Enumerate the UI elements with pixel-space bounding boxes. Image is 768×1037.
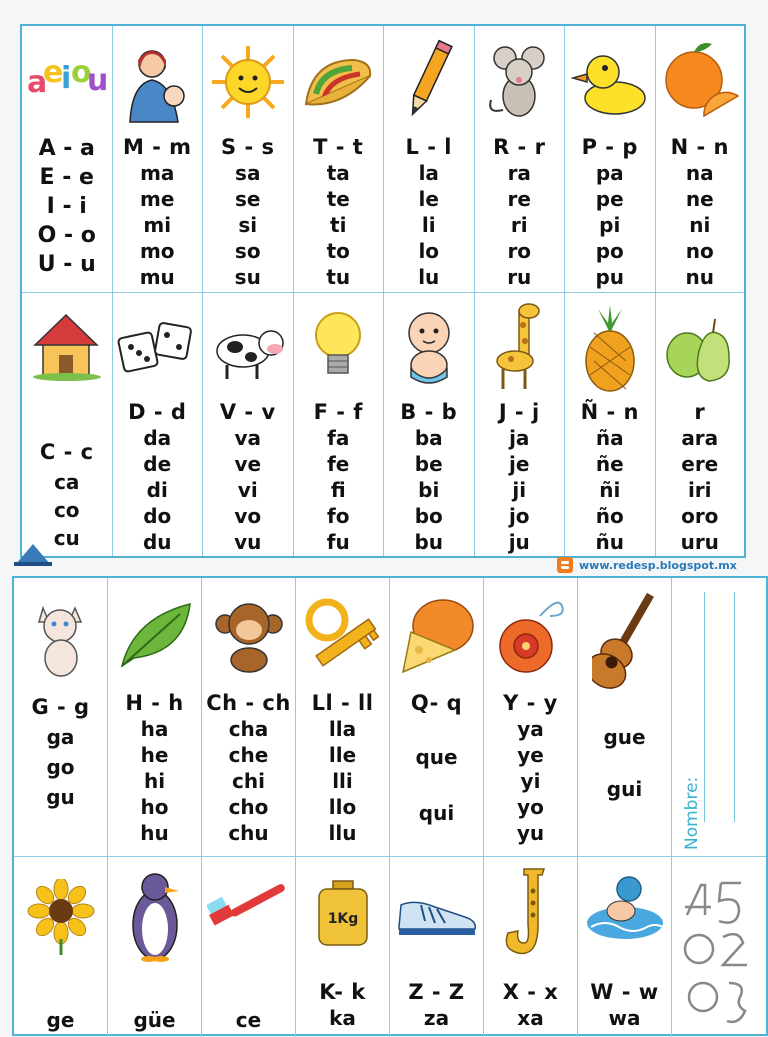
syllable: de <box>143 452 172 476</box>
syllable: yo <box>517 795 544 819</box>
letter-heading: C - c <box>39 440 94 464</box>
cat-icon <box>31 598 91 678</box>
syllabary-sheet-2 <box>12 576 768 1036</box>
syllable: le <box>418 187 439 211</box>
syllable-row-3 <box>14 578 766 856</box>
j-column <box>475 293 566 556</box>
syllable: ta <box>326 161 350 185</box>
letter-heading: Ch - ch <box>206 691 291 715</box>
blogger-icon <box>556 556 574 574</box>
syllable: su <box>234 265 261 289</box>
vowel-a: A - a <box>38 136 95 161</box>
letter-heading: R - r <box>493 135 546 159</box>
syllable: güe <box>133 1008 176 1032</box>
syllable: la <box>418 161 439 185</box>
s-column <box>203 26 294 292</box>
p-column <box>565 26 656 292</box>
letter-heading: S - s <box>221 135 275 159</box>
r-column-2 <box>656 293 745 556</box>
vowel-i: I - i <box>46 194 87 219</box>
letter-heading: V - v <box>219 400 276 424</box>
cow-icon <box>209 315 287 381</box>
syllable: du <box>142 530 172 554</box>
syllable: ro <box>507 239 532 263</box>
publisher-logo <box>12 540 54 568</box>
letter-heading: T - t <box>313 135 364 159</box>
syllable: lla <box>328 717 357 741</box>
syllable: re <box>507 187 531 211</box>
syllable: pu <box>595 265 625 289</box>
duck-icon <box>571 48 649 118</box>
syllable: ha <box>140 717 169 741</box>
syllable: ñu <box>595 530 624 554</box>
sunflower-icon <box>26 879 96 955</box>
syllable: xa <box>517 1006 544 1030</box>
vowels-icon <box>25 42 109 114</box>
syllable: be <box>414 452 443 476</box>
svg-text:o: o <box>70 55 92 90</box>
l-column <box>384 26 475 292</box>
syllable: fa <box>327 426 350 450</box>
ce-column <box>202 857 296 1037</box>
pencil-icon <box>404 36 454 122</box>
sun-icon <box>210 44 286 120</box>
syllable: bi <box>418 478 440 502</box>
syllable: pa <box>595 161 624 185</box>
syllable: ri <box>510 213 528 237</box>
weight-icon <box>313 879 373 949</box>
syllable: ge <box>46 1008 75 1032</box>
dice-icon <box>117 319 197 379</box>
syllable: ce <box>235 1008 262 1032</box>
letter-heading: D - d <box>128 400 187 424</box>
ll-column <box>296 578 390 856</box>
mouse-icon <box>483 44 555 120</box>
syllabary-sheet-1 <box>20 24 746 558</box>
letter-heading: L - l <box>405 135 452 159</box>
name-field[interactable] <box>682 678 706 850</box>
r-column <box>475 26 566 292</box>
syllable: hu <box>140 821 169 845</box>
syllable: ñi <box>599 478 621 502</box>
syllable: za <box>423 1006 450 1030</box>
syllable: lli <box>332 769 353 793</box>
syllable: fu <box>326 530 350 554</box>
name-label: Nombre: <box>682 776 702 850</box>
blog-url: www.redesp.blogspot.mx <box>579 558 737 572</box>
syllable: gu <box>46 785 75 809</box>
syllable: cho <box>228 795 269 819</box>
pineapple-icon <box>578 303 642 393</box>
letter-heading: r <box>694 400 706 424</box>
syllable: ji <box>512 478 527 502</box>
shoe-icon <box>395 891 479 937</box>
syllable: iri <box>687 478 712 502</box>
syllable: do <box>143 504 172 528</box>
blog-footer <box>556 556 746 574</box>
syllable: no <box>685 239 714 263</box>
z-column <box>390 857 484 1037</box>
x-column <box>484 857 578 1037</box>
syllable: gue <box>603 725 646 749</box>
syllable: llu <box>328 821 357 845</box>
name-column <box>672 578 766 856</box>
letter-heading: M - m <box>122 135 192 159</box>
syllable: di <box>146 478 168 502</box>
syllable: ere <box>681 452 719 476</box>
orange-icon <box>660 36 740 122</box>
monkey-icon <box>213 598 285 674</box>
cheese-icon <box>397 592 477 676</box>
syllable: lu <box>418 265 440 289</box>
syllable: he <box>140 743 169 767</box>
syllable: pe <box>595 187 624 211</box>
gue-column-2 <box>108 857 202 1037</box>
syllable: ti <box>330 213 347 237</box>
letter-heading: H - h <box>125 691 184 715</box>
svg-text:a: a <box>26 65 47 100</box>
syllable: fo <box>327 504 350 528</box>
letter-heading: J - j <box>498 400 540 424</box>
vowel-u: U - u <box>37 252 96 277</box>
syllable: ru <box>507 265 532 289</box>
syllable: gui <box>606 777 643 801</box>
syllable: to <box>326 239 350 263</box>
syllable: bo <box>414 504 443 528</box>
syllable: me <box>140 187 175 211</box>
swimmer-icon <box>585 871 665 947</box>
lightbulb-icon <box>308 309 368 383</box>
vowels-column <box>22 26 113 292</box>
v-column <box>203 293 294 556</box>
syllable: nu <box>685 265 714 289</box>
letter-heading: N - n <box>670 135 729 159</box>
q-column <box>390 578 484 856</box>
syllable: cu <box>53 526 80 550</box>
syllable: da <box>143 426 172 450</box>
key-icon <box>303 596 383 672</box>
syllable: sa <box>235 161 261 185</box>
syllable: pi <box>599 213 621 237</box>
syllable: co <box>53 498 80 522</box>
n-column <box>656 26 745 292</box>
syllable: mi <box>143 213 172 237</box>
d-column <box>113 293 204 556</box>
syllable: vi <box>237 478 258 502</box>
numbers-column <box>672 857 766 1037</box>
name-writing-line <box>704 592 705 822</box>
syllable: li <box>421 213 436 237</box>
gue-column <box>578 578 672 856</box>
syllable: lle <box>328 743 357 767</box>
syllable: qui <box>418 801 455 825</box>
giraffe-icon <box>489 301 549 391</box>
syllable: mu <box>139 265 175 289</box>
syllable: ño <box>595 504 624 528</box>
leaf-icon <box>114 598 196 670</box>
syllable: jo <box>508 504 530 528</box>
syllable: yi <box>520 769 541 793</box>
svg-text:e: e <box>42 55 64 90</box>
syllable: hi <box>143 769 166 793</box>
letter-heading: K- k <box>319 980 366 1004</box>
syllable: yu <box>516 821 545 845</box>
syllable-row-2 <box>22 293 744 556</box>
y-column <box>484 578 578 856</box>
syllable: so <box>234 239 261 263</box>
syllable: va <box>234 426 262 450</box>
letter-heading: Q- q <box>410 691 463 715</box>
pear-icon <box>663 311 737 383</box>
syllable: fi <box>330 478 346 502</box>
g-column <box>14 578 108 856</box>
syllable: ne <box>685 187 714 211</box>
mother-baby-icon <box>122 44 192 124</box>
syllable: mo <box>139 239 175 263</box>
syllable: bu <box>414 530 444 554</box>
syllable: je <box>509 452 530 476</box>
c-column <box>22 293 113 556</box>
letter-heading: W - w <box>590 980 659 1004</box>
syllable: ba <box>414 426 443 450</box>
letter-heading: X - x <box>502 980 559 1004</box>
b-column <box>384 293 475 556</box>
guitar-icon <box>592 584 658 694</box>
enye-column <box>565 293 656 556</box>
syllable: cha <box>228 717 269 741</box>
letter-heading: G - g <box>31 695 90 719</box>
ch-column <box>202 578 296 856</box>
syllable: se <box>235 187 261 211</box>
syllable: chu <box>228 821 269 845</box>
m-column <box>113 26 204 292</box>
letter-heading: Ll - ll <box>311 691 374 715</box>
letter-heading: F - f <box>313 400 363 424</box>
letter-heading: Y - y <box>503 691 558 715</box>
name-writing-line <box>734 592 735 822</box>
syllable: ca <box>54 470 80 494</box>
saxophone-icon <box>498 865 564 965</box>
syllable: chi <box>232 769 265 793</box>
syllable: ja <box>509 426 530 450</box>
k-column <box>296 857 390 1037</box>
syllable: po <box>595 239 624 263</box>
vowel-e: E - e <box>39 165 94 190</box>
syllable: vu <box>234 530 262 554</box>
penguin-icon <box>125 867 185 963</box>
letter-heading: Z - Z <box>408 980 465 1004</box>
w-column <box>578 857 672 1037</box>
f-column <box>294 293 385 556</box>
letter-heading: Ñ - n <box>580 400 639 424</box>
svg-text:u: u <box>86 63 109 98</box>
letter-heading: P - p <box>581 135 638 159</box>
vowel-o: O - o <box>37 223 96 248</box>
syllable: tu <box>326 265 351 289</box>
syllable: si <box>238 213 258 237</box>
house-icon <box>31 307 103 381</box>
svg-text:i: i <box>60 61 72 96</box>
syllable: ña <box>595 426 624 450</box>
syllable: ye <box>517 743 544 767</box>
syllable-row-1 <box>22 26 744 292</box>
syllable: oro <box>681 504 719 528</box>
yoyo-icon <box>496 594 566 676</box>
syllable: che <box>228 743 269 767</box>
syllable: uru <box>680 530 719 554</box>
syllable: lo <box>418 239 440 263</box>
baby-icon <box>391 307 467 387</box>
letter-heading: B - b <box>400 400 458 424</box>
syllable: ni <box>689 213 711 237</box>
syllable: te <box>326 187 350 211</box>
taco-icon <box>302 54 374 110</box>
syllable: ho <box>140 795 169 819</box>
syllable: ñe <box>595 452 624 476</box>
syllable: ara <box>681 426 719 450</box>
syllable: ve <box>234 452 262 476</box>
syllable: na <box>685 161 714 185</box>
syllable: go <box>46 755 75 779</box>
syllable: ka <box>329 1006 356 1030</box>
h-column <box>108 578 202 856</box>
syllable: vo <box>234 504 262 528</box>
syllable: ma <box>140 161 175 185</box>
syllable: ya <box>517 717 544 741</box>
ge-column <box>14 857 108 1037</box>
syllable: ga <box>46 725 75 749</box>
syllable: fe <box>327 452 350 476</box>
syllable: ra <box>507 161 531 185</box>
weight-label: 1Kg <box>327 911 358 927</box>
syllable: wa <box>608 1006 641 1030</box>
outlined-numbers-icon <box>679 865 759 1031</box>
syllable: que <box>415 745 458 769</box>
syllable-row-4 <box>14 857 766 1037</box>
syllable: llo <box>328 795 357 819</box>
syllable: ju <box>508 530 530 554</box>
toothbrush-icon <box>207 875 291 935</box>
t-column <box>294 26 385 292</box>
